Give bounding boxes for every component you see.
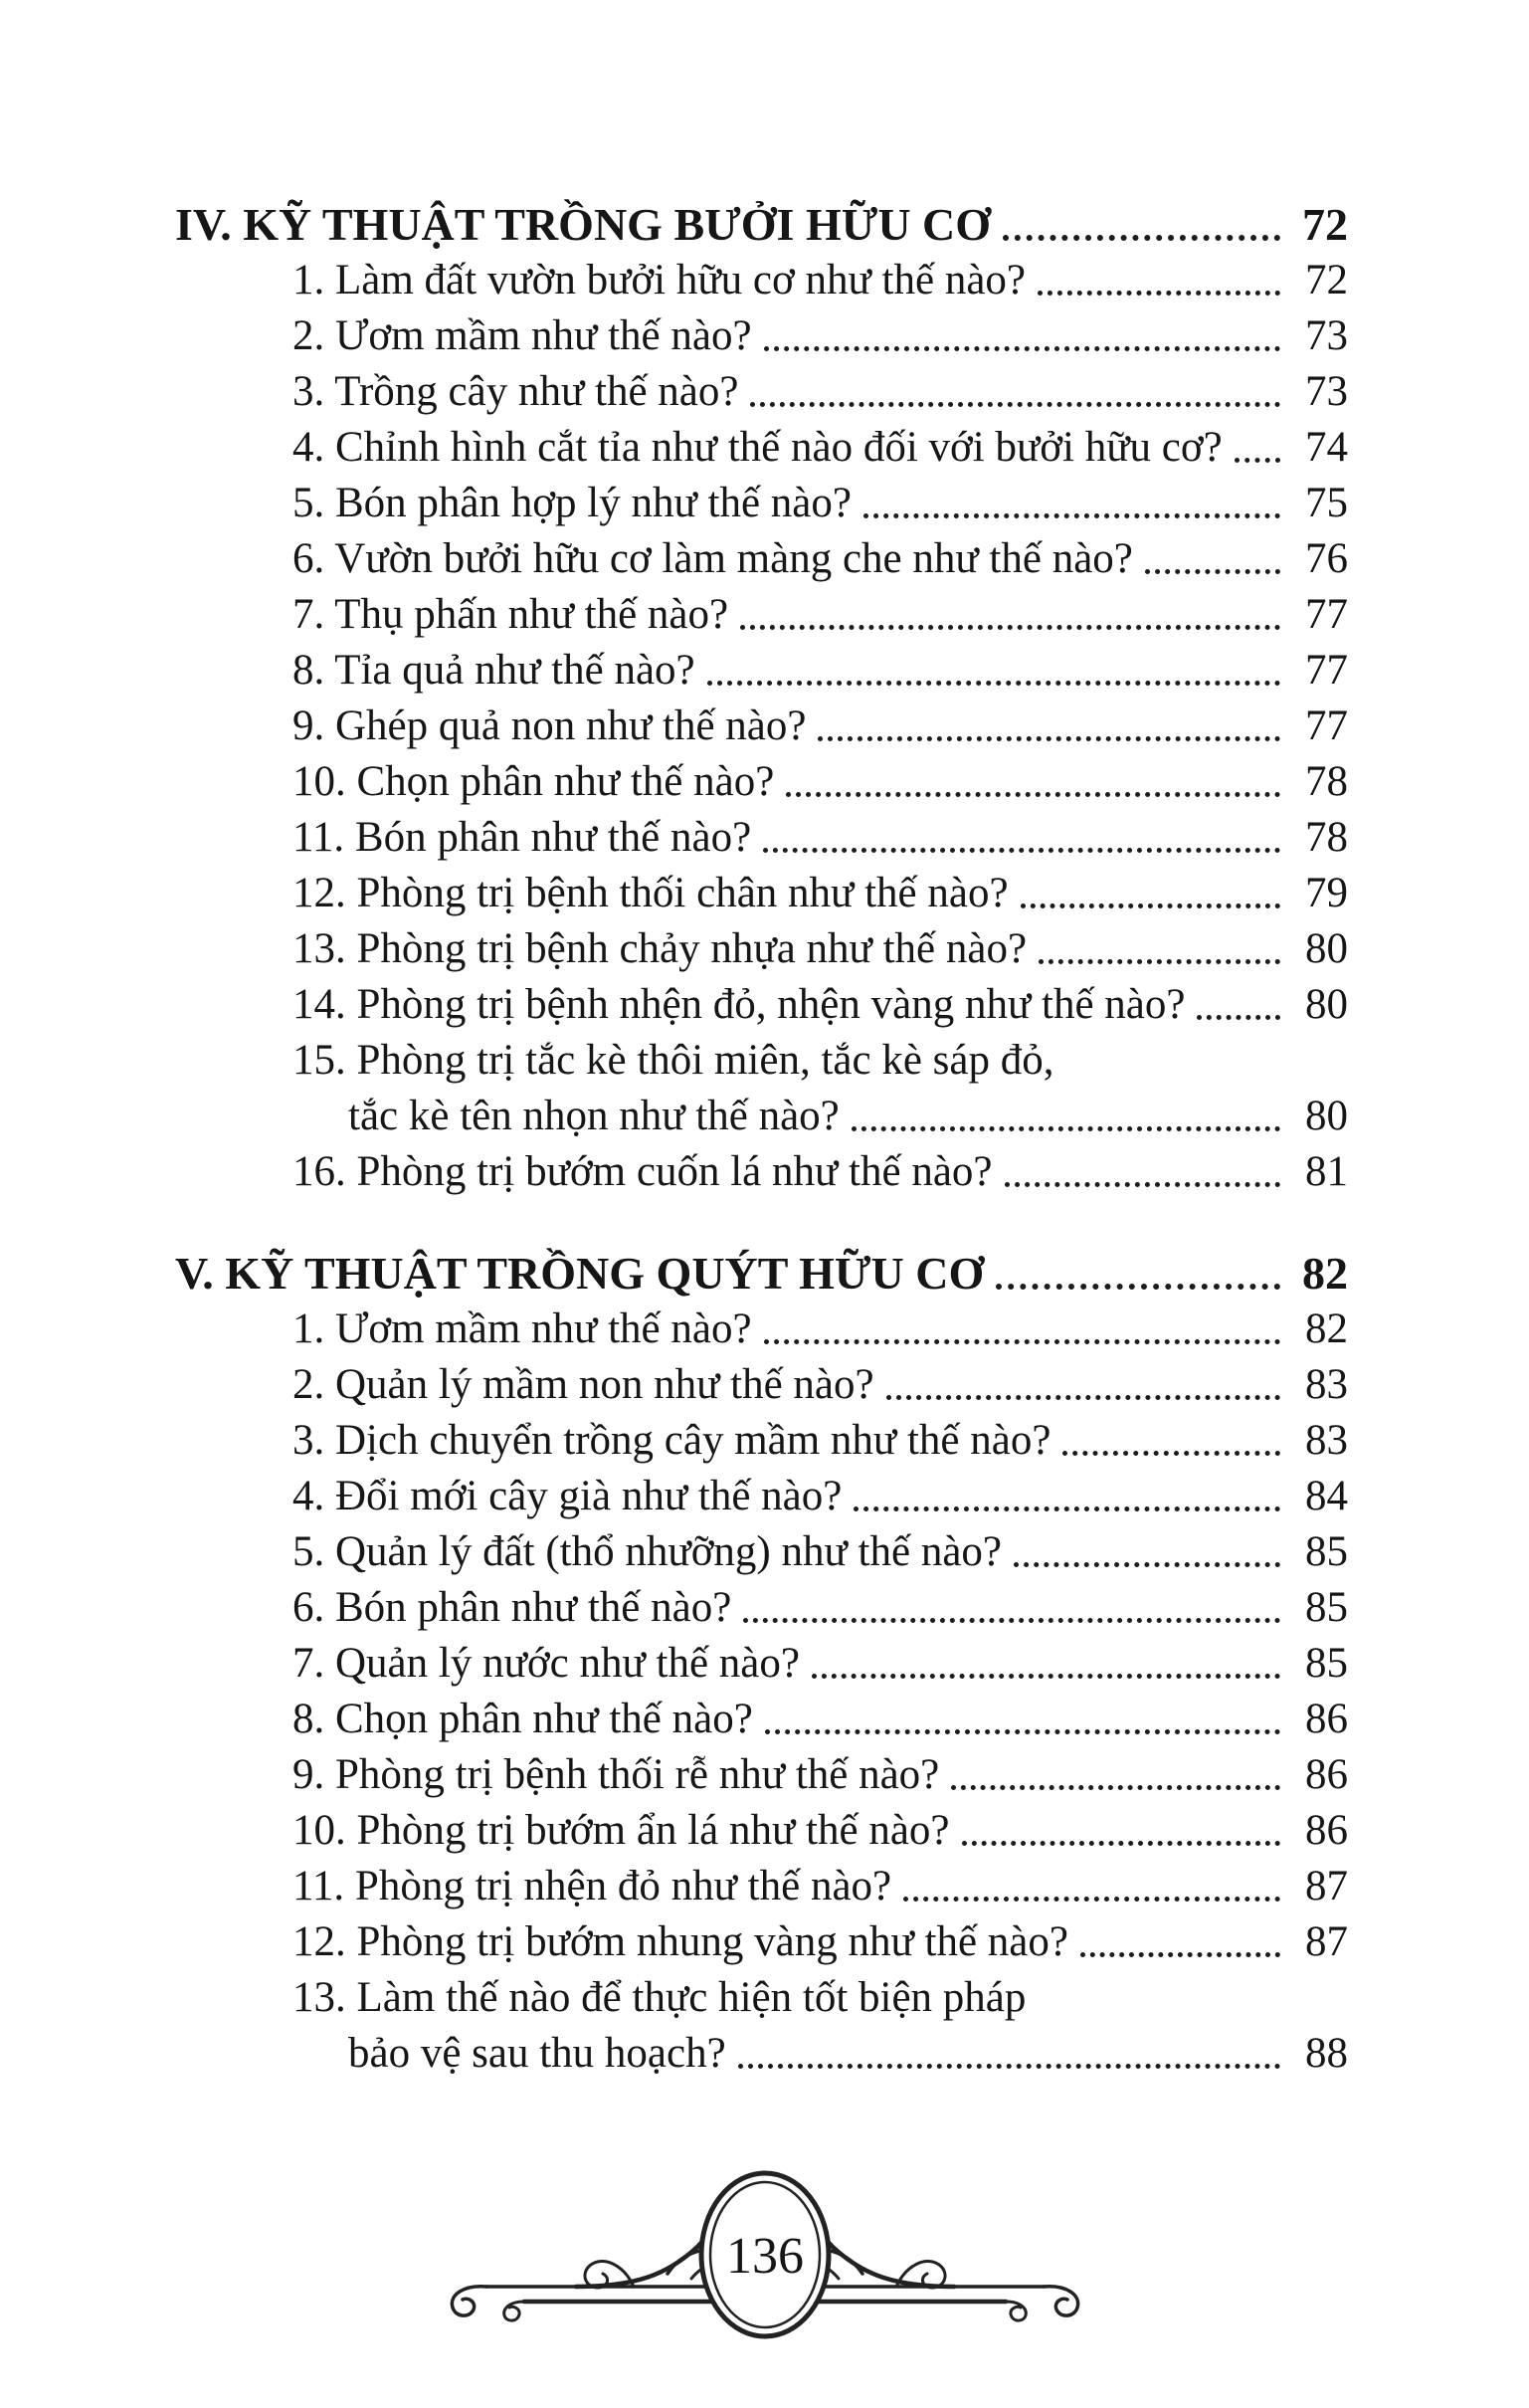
- toc-entry: [292, 1747, 1348, 1803]
- entry-label: 13. Phòng trị bệnh chảy nhựa như thế nào?: [292, 925, 1028, 972]
- page-footer: [0, 2157, 1529, 2368]
- entry-label: 14. Phòng trị bệnh nhện đỏ, nhện vàng như thế nào?: [292, 981, 1186, 1028]
- dot-leader: [886, 1395, 1280, 1400]
- entry-label: 16. Phòng trị bướm cuốn lá như thế nào?: [292, 1148, 993, 1195]
- toc-entry: [292, 364, 1348, 420]
- toc-entry: [292, 1859, 1348, 1914]
- entry-page-number: 87: [1305, 1918, 1348, 1965]
- dot-leader: [1005, 1182, 1281, 1187]
- entry-label: 3. Trồng cây như thế nào?: [292, 368, 739, 415]
- dot-leader: [1038, 291, 1280, 296]
- entry-label: 5. Quản lý đất (thổ nhưỡng) như thế nào?: [292, 1528, 1003, 1575]
- entry-label: 11. Bón phân như thế nào?: [292, 814, 752, 861]
- dot-leader: [764, 346, 1280, 351]
- entry-page-number: 86: [1305, 1807, 1348, 1854]
- entry-label: 7. Thụ phấn như thế nào?: [292, 591, 729, 638]
- entry-page-number: 74: [1305, 424, 1348, 471]
- toc-entry: [292, 1413, 1348, 1469]
- entry-page-number: 86: [1305, 1751, 1348, 1798]
- entry-label: 9. Phòng trị bệnh thối rễ như thế nào?: [292, 1751, 940, 1798]
- dot-leader: [996, 1284, 1280, 1290]
- toc-entry: [292, 1580, 1348, 1636]
- entry-label: 4. Đổi mới cây già như thế nào?: [292, 1473, 843, 1519]
- dot-leader: [1039, 959, 1280, 964]
- entry-label: 2. Quản lý mầm non như thế nào?: [292, 1361, 874, 1408]
- dot-leader: [818, 736, 1280, 741]
- dot-leader: [1003, 235, 1280, 241]
- toc-entry: [292, 308, 1348, 364]
- entry-page-number: 81: [1305, 1148, 1348, 1195]
- dot-leader: [1062, 1451, 1280, 1456]
- dot-leader: [1235, 458, 1280, 463]
- entry-page-number: 87: [1305, 1863, 1348, 1909]
- entry-label: 8. Tỉa quả như thế nào?: [292, 647, 695, 694]
- footer-ornament: [417, 2157, 1113, 2368]
- toc-entry: [292, 699, 1348, 754]
- entry-page-number: 85: [1305, 1584, 1348, 1631]
- entry-page-number: 77: [1305, 647, 1348, 694]
- dot-leader: [854, 1506, 1280, 1511]
- entry-label: 6. Bón phân như thế nào?: [292, 1584, 732, 1631]
- toc-entry: [292, 1803, 1348, 1859]
- entry-label: 7. Quản lý nước như thế nào?: [292, 1640, 800, 1687]
- dot-leader: [1145, 569, 1280, 574]
- entry-page-number: 78: [1305, 758, 1348, 805]
- entry-label: 1. Ươm mầm như thế nào?: [292, 1305, 752, 1352]
- dot-leader: [707, 681, 1280, 686]
- entry-page-number: 80: [1305, 925, 1348, 972]
- entry-label: 10. Chọn phân như thế nào?: [292, 758, 775, 805]
- entry-label: 12. Phòng trị bướm nhung vàng như thế nào?: [292, 1918, 1068, 1965]
- section-heading-row: [175, 1246, 1348, 1302]
- entry-page-number: 88: [1305, 2030, 1348, 2077]
- entry-label: 10. Phòng trị bướm ẩn lá như thế nào?: [292, 1807, 950, 1854]
- toc-entry: [292, 1692, 1348, 1747]
- entry-page-number: 86: [1305, 1696, 1348, 1742]
- section-page-number: 72: [1302, 199, 1348, 250]
- dot-leader: [750, 402, 1280, 407]
- entry-label: 6. Vườn bưởi hữu cơ làm màng che như thế nào?: [292, 535, 1133, 582]
- entry-page-number: 82: [1305, 1305, 1348, 1352]
- dot-leader: [962, 1841, 1281, 1846]
- toc-entry: [292, 587, 1348, 643]
- toc-entry: [292, 1357, 1348, 1413]
- entry-label-continuation: tắc kè tên nhọn như thế nào?: [348, 1093, 840, 1139]
- section-page-number: 82: [1302, 1248, 1348, 1299]
- toc-section: [175, 1246, 1348, 2082]
- toc-entry: [292, 1469, 1348, 1524]
- dot-leader: [740, 625, 1280, 630]
- toc-entry: [292, 476, 1348, 531]
- toc-entry: [292, 1302, 1348, 1357]
- entry-page-number: 80: [1305, 981, 1348, 1028]
- toc-entry: [292, 1144, 1348, 1200]
- toc-entry-continuation: [348, 1089, 1348, 1144]
- toc-entry: [292, 1636, 1348, 1692]
- entry-label: 5. Bón phân hợp lý như thế nào?: [292, 480, 852, 526]
- toc-section: [175, 197, 1348, 1200]
- entry-page-number: 73: [1305, 312, 1348, 359]
- entry-label: 11. Phòng trị nhện đỏ như thế nào?: [292, 1863, 892, 1909]
- entry-label: 13. Làm thế nào để thực hiện tốt biện pháp: [292, 1974, 1027, 2021]
- entry-label: 3. Dịch chuyển trồng cây mầm như thế nào?: [292, 1417, 1051, 1464]
- dot-leader: [852, 1126, 1280, 1131]
- toc-entry: [292, 921, 1348, 977]
- toc-entry: [292, 253, 1348, 308]
- entry-page-number: 72: [1305, 257, 1348, 303]
- toc-entry: [292, 1914, 1348, 1970]
- toc-entry-continuation: [348, 2026, 1348, 2082]
- dot-leader: [812, 1674, 1280, 1679]
- entry-label: 8. Chọn phân như thế nào?: [292, 1696, 753, 1742]
- entry-label: 15. Phòng trị tắc kè thôi miên, tắc kè sáp đỏ,: [292, 1037, 1054, 1084]
- toc-entry: [292, 1970, 1348, 2026]
- entry-label: 4. Chỉnh hình cắt tỉa như thế nào đối với bưởi hữu cơ?: [292, 424, 1223, 471]
- section-title: IV. KỸ THUẬT TRỒNG BƯỞI HỮU CƠ: [175, 199, 992, 250]
- dot-leader: [951, 1785, 1280, 1790]
- section-heading-row: [175, 197, 1348, 253]
- entry-page-number: 83: [1305, 1361, 1348, 1408]
- entry-page-number: 76: [1305, 535, 1348, 582]
- dot-leader: [765, 1729, 1280, 1734]
- entry-label-continuation: bảo vệ sau thu hoạch?: [348, 2030, 726, 2077]
- dot-leader: [1197, 1015, 1280, 1020]
- dot-leader: [764, 1339, 1280, 1344]
- toc-entry: [292, 531, 1348, 587]
- entry-page-number: 80: [1305, 1093, 1348, 1139]
- toc-entry: [292, 866, 1348, 921]
- toc-entry: [292, 810, 1348, 866]
- toc-entry: [292, 643, 1348, 699]
- entry-page-number: 77: [1305, 702, 1348, 749]
- entry-label: 2. Ươm mầm như thế nào?: [292, 312, 752, 359]
- toc-entry: [292, 754, 1348, 810]
- dot-leader: [738, 2064, 1280, 2069]
- dot-leader: [1021, 903, 1280, 908]
- entry-page-number: 77: [1305, 591, 1348, 638]
- dot-leader: [786, 792, 1280, 797]
- entry-label: 9. Ghép quả non như thế nào?: [292, 702, 807, 749]
- dot-leader: [743, 1618, 1280, 1623]
- entry-page-number: 84: [1305, 1473, 1348, 1519]
- dot-leader: [903, 1897, 1280, 1902]
- entry-page-number: 85: [1305, 1528, 1348, 1575]
- entry-page-number: 85: [1305, 1640, 1348, 1687]
- entry-label: 1. Làm đất vườn bưởi hữu cơ như thế nào?: [292, 257, 1027, 303]
- folio-page-number: 136: [725, 2228, 804, 2285]
- dot-leader: [1014, 1562, 1280, 1567]
- dot-leader: [1080, 1952, 1280, 1957]
- entry-label: 12. Phòng trị bệnh thối chân như thế nào?: [292, 870, 1009, 916]
- entry-page-number: 78: [1305, 814, 1348, 861]
- toc-entry: [292, 1524, 1348, 1580]
- entry-page-number: 73: [1305, 368, 1348, 415]
- entry-page-number: 83: [1305, 1417, 1348, 1464]
- dot-leader: [863, 513, 1280, 518]
- entry-page-number: 79: [1305, 870, 1348, 916]
- toc-entry: [292, 1033, 1348, 1089]
- dot-leader: [763, 848, 1280, 853]
- section-title: V. KỸ THUẬT TRỒNG QUÝT HỮU CƠ: [175, 1248, 985, 1299]
- toc-entry: [292, 420, 1348, 476]
- entry-page-number: 75: [1305, 480, 1348, 526]
- toc-entry: [292, 977, 1348, 1033]
